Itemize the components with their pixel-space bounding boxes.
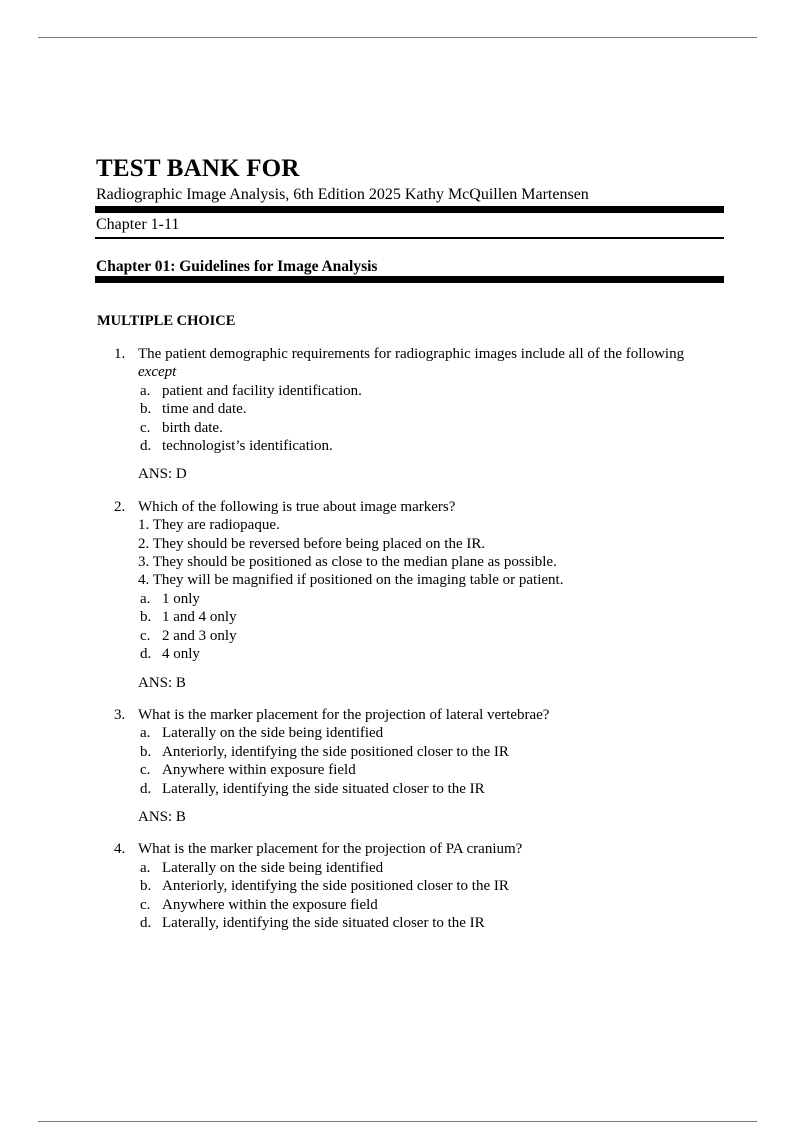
option-a <box>138 382 724 400</box>
option-letter: c. <box>140 627 151 644</box>
option-a <box>138 859 724 877</box>
option-text: 2 and 3 only <box>162 627 237 644</box>
option-b <box>138 400 724 418</box>
option-c <box>138 896 724 914</box>
option-text: Laterally on the side being identified <box>162 725 384 742</box>
option-list <box>138 382 724 456</box>
question-statement: 3. They should be positioned as close to the median plane as possible. <box>138 554 557 571</box>
option-text: Laterally on the side being identified <box>162 859 384 876</box>
option-text: patient and facility identification. <box>162 382 362 399</box>
question-3 <box>96 706 724 826</box>
answer-key: ANS: D <box>138 466 187 483</box>
question-number: 4. <box>114 841 126 858</box>
option-text: time and date. <box>162 401 247 418</box>
option-text: 1 only <box>162 590 200 607</box>
document-title: TEST BANK FOR <box>96 155 300 182</box>
option-list <box>138 724 724 798</box>
option-b <box>138 877 724 895</box>
option-text: 1 and 4 only <box>162 609 237 626</box>
option-d <box>138 780 724 798</box>
option-letter: c. <box>140 896 151 913</box>
question-number: 2. <box>114 498 126 515</box>
option-letter: b. <box>140 401 152 418</box>
chapter-divider <box>95 276 724 283</box>
option-c <box>138 761 724 779</box>
option-d <box>138 914 724 932</box>
question-2 <box>96 498 724 692</box>
header-thick-divider <box>95 206 724 213</box>
option-text: Anywhere within the exposure field <box>162 896 378 913</box>
answer-key: ANS: B <box>138 674 186 691</box>
document-subtitle: Radiographic Image Analysis, 6th Edition 2025 Kathy McQuillen Martensen <box>96 186 589 203</box>
option-text: Laterally, identifying the side situated closer to the IR <box>162 780 485 797</box>
option-c <box>138 419 724 437</box>
option-text: Laterally, identifying the side situated closer to the IR <box>162 914 485 931</box>
option-d <box>138 437 724 455</box>
option-letter: a. <box>140 859 151 876</box>
multiple-choice-heading: MULTIPLE CHOICE <box>97 313 236 329</box>
option-c <box>138 627 724 645</box>
question-stem-emphasis: except <box>138 364 177 381</box>
question-stem: Which of the following is true about image markers? <box>138 498 456 515</box>
bottom-rule <box>38 1121 757 1122</box>
option-letter: a. <box>140 382 151 399</box>
option-letter: b. <box>140 609 152 626</box>
question-statement: 4. They will be magnified if positioned on the imaging table or patient. <box>138 572 564 589</box>
option-list <box>138 590 724 664</box>
question-stem: What is the marker placement for the projection of lateral vertebrae? <box>138 706 550 723</box>
question-stem: The patient demographic requirements for radiographic images include all of the following <box>138 346 685 362</box>
option-text: technologist’s identification. <box>162 438 333 455</box>
option-text: 4 only <box>162 646 200 663</box>
question-list <box>96 345 724 946</box>
option-text: Anteriorly, identifying the side positioned closer to the IR <box>162 878 509 895</box>
document-header <box>96 154 724 239</box>
option-letter: a. <box>140 590 151 607</box>
question-statement: 2. They should be reversed before being placed on the IR. <box>138 535 486 552</box>
top-rule <box>38 37 757 38</box>
option-letter: d. <box>140 914 152 931</box>
option-letter: d. <box>140 438 152 455</box>
question-stem: What is the marker placement for the projection of PA cranium? <box>138 841 523 858</box>
option-d <box>138 645 724 663</box>
question-number: 3. <box>114 706 126 723</box>
option-letter: b. <box>140 878 152 895</box>
option-letter: b. <box>140 743 152 760</box>
option-text: birth date. <box>162 419 223 436</box>
option-b <box>138 743 724 761</box>
question-statement: 1. They are radiopaque. <box>138 517 280 534</box>
option-letter: d. <box>140 646 152 663</box>
question-number: 1. <box>114 346 126 362</box>
option-a <box>138 724 724 742</box>
chapter-section <box>96 257 724 283</box>
option-letter: c. <box>140 762 151 779</box>
chapter-title: Chapter 01: Guidelines for Image Analysis <box>96 258 378 275</box>
option-b <box>138 608 724 626</box>
option-letter: a. <box>140 725 151 742</box>
option-text: Anteriorly, identifying the side positioned closer to the IR <box>162 743 509 760</box>
chapter-range: Chapter 1-11 <box>96 216 180 233</box>
question-1 <box>96 345 724 484</box>
option-text: Anywhere within exposure field <box>162 762 356 779</box>
header-thin-divider <box>95 237 724 239</box>
option-letter: c. <box>140 419 151 436</box>
option-letter: d. <box>140 780 152 797</box>
option-list <box>138 859 724 933</box>
answer-key: ANS: B <box>138 808 186 825</box>
question-4 <box>96 840 724 932</box>
option-a <box>138 590 724 608</box>
